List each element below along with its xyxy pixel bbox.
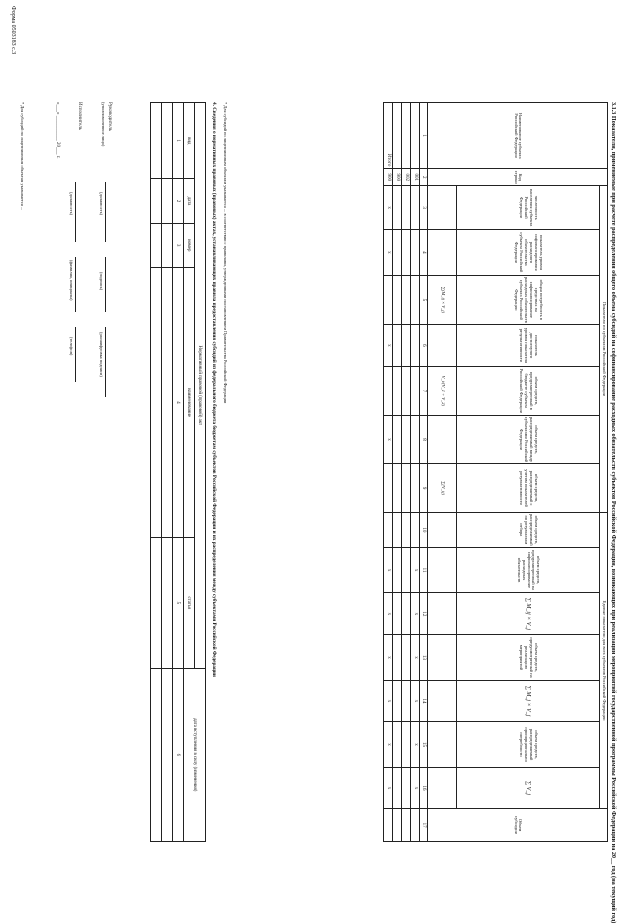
formula-5: ∑(M_ij × V_j) (428, 275, 457, 324)
executor-position-caption: (должность) (69, 192, 74, 216)
total-row (384, 103, 393, 842)
cross-cell: x (411, 767, 420, 808)
section4-title: 4. Сведения о нормативных правовых (правовых) актах, устанавливающих правила предоставления субсидий из федерального бюджета бюджетам субъектов Российской Федерации и их распределения между субъектами Российской Федерации (211, 102, 217, 677)
row-code: 002 (402, 169, 411, 186)
col-num-16: 16 (420, 767, 428, 808)
col-num-13: 13 (420, 635, 428, 681)
header-group-right: Единые показатели для всех субъектов Российской Федерации (600, 512, 608, 808)
form-code: Форма 0503183 с.3 (10, 6, 16, 55)
value-cell (411, 464, 420, 513)
cross-cell: x (411, 722, 420, 767)
header-code: Код строки (428, 169, 608, 186)
formula-cell-8 (428, 415, 457, 463)
legal-num-6: 6 (173, 668, 184, 841)
header-c10: объем средств, распределяемый по результатам отбора (457, 512, 600, 547)
col-num-11: 11 (420, 547, 428, 593)
formula-cell-15 (428, 722, 457, 767)
formula-cell-10 (428, 512, 457, 547)
cross-cell: x (384, 767, 393, 808)
formula-cell-6 (428, 324, 457, 366)
table-row (411, 103, 420, 842)
col-num-8: 8 (420, 415, 428, 463)
value-cell (402, 464, 411, 513)
legal-num-5: 5 (173, 538, 184, 668)
total-label: Итого (384, 103, 393, 169)
value-cell (384, 512, 393, 547)
header-group-left: Показатели по субъектам Российской Федерации (600, 186, 608, 513)
value-cell (402, 415, 411, 463)
value-cell (393, 593, 402, 635)
header-c3: численность населения субъекта Российской Федерации (457, 186, 600, 230)
header-kind: вид (184, 103, 195, 179)
bottom-note: * Для субсидий по лицензионным объектам указывается ... (20, 102, 25, 211)
value-cell (411, 512, 420, 547)
legal-cell (162, 538, 173, 668)
cross-cell: x (384, 593, 393, 635)
value-cell (393, 680, 402, 722)
value-cell (393, 366, 402, 415)
formula-cell-12 (428, 593, 457, 635)
header-article: статья (184, 538, 195, 668)
formula-14: ∑ M_j × V_j (525, 685, 532, 717)
value-cell (411, 230, 420, 276)
legal-cell (162, 668, 173, 841)
column-numbers-row (420, 103, 428, 842)
cross-cell: x (384, 547, 393, 593)
value-cell (411, 366, 420, 415)
formula-cell-16 (428, 767, 457, 808)
header-c17: Объем субсидии (428, 809, 608, 842)
value-cell (384, 809, 393, 842)
legal-cell (162, 267, 173, 537)
value-cell (411, 324, 420, 366)
col-num-1: 1 (420, 103, 428, 169)
table-note: * Для субсидий по лицензионным объектам указывается ... в соответствии с правилами, утвержденными постановлением Правительства Российской Федерации (223, 102, 228, 404)
cross-cell: x (411, 547, 420, 593)
table-row (393, 103, 402, 842)
formula-cell-4 (428, 230, 457, 276)
head-sub-label: (уполномоченное лицо) (101, 102, 106, 147)
header-c4: показатель уровня софинансирования расходного обязательства субъекта Российской Федерации (457, 230, 600, 276)
executor-label: Исполнитель (77, 102, 82, 130)
col-num-12: 12 (420, 593, 428, 635)
header-region: Наименование субъекта Российской Федерации (428, 103, 608, 169)
formula-cell-14 (428, 680, 457, 722)
executor-position-line (75, 182, 76, 242)
value-cell (393, 809, 402, 842)
value-cell (393, 324, 402, 366)
position-line (105, 182, 106, 242)
phone-caption: (телефон) (69, 337, 74, 356)
signature-caption: (подпись) (99, 272, 104, 291)
value-cell (402, 512, 411, 547)
header-number: номер (184, 223, 195, 267)
value-cell (393, 415, 402, 463)
date-line: «___» __________ 20___ г. (55, 102, 60, 159)
phone-line (75, 327, 76, 382)
formula-12: ∑ M_ij × V_j (525, 597, 532, 631)
cross-cell: x (384, 635, 393, 681)
legal-cell (162, 179, 173, 223)
col-num-7: 7 (420, 366, 428, 415)
formula-7: V_i/(V_1 + V_2) (428, 366, 457, 415)
value-cell (402, 767, 411, 808)
indicators-table (383, 102, 608, 842)
legal-cell (151, 668, 162, 841)
value-cell (402, 635, 411, 681)
legal-acts-group-header: Нормативный правовой (правовой) акт (195, 103, 206, 669)
legal-cell (162, 103, 173, 179)
header-c9: объем средств, распределяемый с учетом показателей результативности (457, 464, 600, 513)
value-cell (411, 415, 420, 463)
total-code: 900 (384, 169, 393, 186)
col-num-14: 14 (420, 680, 428, 722)
col-num-5: 5 (420, 275, 428, 324)
table-row (402, 103, 411, 842)
legal-num-2: 2 (173, 179, 184, 223)
header-date: дата (184, 179, 195, 223)
value-cell (402, 230, 411, 276)
value-cell (384, 366, 393, 415)
header-c13: объем средств, предусмотренный на реализацию мероприятий (457, 635, 600, 681)
value-cell (402, 324, 411, 366)
legal-cell (162, 223, 173, 267)
value-cell (411, 186, 420, 230)
value-cell (402, 547, 411, 593)
value-cell (402, 186, 411, 230)
header-c14 (457, 680, 600, 722)
value-cell (393, 275, 402, 324)
cross-cell: x (411, 635, 420, 681)
formula-cell-11 (428, 547, 457, 593)
cross-cell: x (384, 230, 393, 276)
header-c8: объем средств, распределяемый между субъектами Российской Федерации (457, 415, 600, 463)
formula-9: ∑(V_ij) (428, 464, 457, 513)
value-cell (402, 680, 411, 722)
header-c11: объем средств, предусмотренный на софинансирование расходных обязательств (457, 547, 600, 593)
col-num-10: 10 (420, 512, 428, 547)
value-cell (402, 275, 411, 324)
value-cell (393, 722, 402, 767)
col-num-4: 4 (420, 230, 428, 276)
row-code: 001 (411, 169, 420, 186)
legal-cell (151, 103, 162, 179)
value-cell (402, 593, 411, 635)
value-cell (393, 512, 402, 547)
fio-line (75, 257, 76, 312)
region-cell (402, 103, 411, 169)
col-num-9: 9 (420, 464, 428, 513)
legal-num-1: 1 (173, 103, 184, 179)
header-c16 (457, 767, 600, 808)
legal-acts-table (150, 102, 206, 842)
legal-cell (151, 538, 162, 668)
col-num-3: 3 (420, 186, 428, 230)
formula-cell-13 (428, 635, 457, 681)
col-num-2: 2 (420, 169, 428, 186)
value-cell (402, 366, 411, 415)
cross-cell: x (384, 324, 393, 366)
value-cell (402, 722, 411, 767)
legal-cell (151, 179, 162, 223)
value-cell (411, 809, 420, 842)
header-c15: объем средств, распределяемый пропорционально потребности (457, 722, 600, 767)
cross-cell: x (384, 415, 393, 463)
region-cell (393, 103, 402, 169)
row-code: 900 (393, 169, 402, 186)
legal-num-3: 3 (173, 223, 184, 267)
value-cell (402, 809, 411, 842)
col-num-17: 17 (420, 809, 428, 842)
region-cell (411, 103, 420, 169)
value-cell (384, 464, 393, 513)
value-cell (393, 547, 402, 593)
header-name: наименование (184, 267, 195, 537)
col-num-15: 15 (420, 722, 428, 767)
legal-cell (151, 267, 162, 537)
header-c6: показатель достигнутого уровня показателя результативности (457, 324, 600, 366)
position-caption: (должность) (99, 192, 104, 216)
legal-num-4: 4 (173, 267, 184, 537)
value-cell (393, 464, 402, 513)
header-c12 (457, 593, 600, 635)
value-cell (384, 275, 393, 324)
value-cell (393, 230, 402, 276)
value-cell (393, 635, 402, 681)
legal-cell (151, 223, 162, 267)
formula-cell-3 (428, 186, 457, 230)
fio-caption: (фамилия, инициалы) (69, 260, 74, 301)
cross-cell: x (411, 593, 420, 635)
cross-cell: x (384, 680, 393, 722)
signature-line (105, 257, 106, 312)
formula-16: ∑ V_j (525, 780, 532, 795)
col-num-6: 6 (420, 324, 428, 366)
value-cell (393, 186, 402, 230)
head-label: Руководитель (107, 102, 112, 132)
header-c5: общая потребность в средствах на софинансирование расходных обязательств субъекта Российской Федерации (457, 275, 600, 324)
cross-cell: x (384, 722, 393, 767)
cross-cell: x (384, 186, 393, 230)
decode-line (105, 327, 106, 397)
section-title: 3.1.3 Показатели, применяемые при расчете распределения общего объема субсидий на софинансирование расходных обязательств субъектов Российской Федерации, возникающих при реализации мероприятий государственной программы Российской Федерации на 20__ год (на текущий год) (610, 102, 617, 923)
header-c7: объем средств, предусмотренный в бюджете субъекта Российской Федерации (457, 366, 600, 415)
rotated-form-sheet (20, 32, 620, 923)
cross-cell: x (411, 680, 420, 722)
value-cell (393, 767, 402, 808)
value-cell (411, 275, 420, 324)
decode-caption: (расшифровка подписи) (99, 332, 104, 377)
legal-acts-last-header: дата вступления в силу (изменения) (184, 668, 206, 841)
